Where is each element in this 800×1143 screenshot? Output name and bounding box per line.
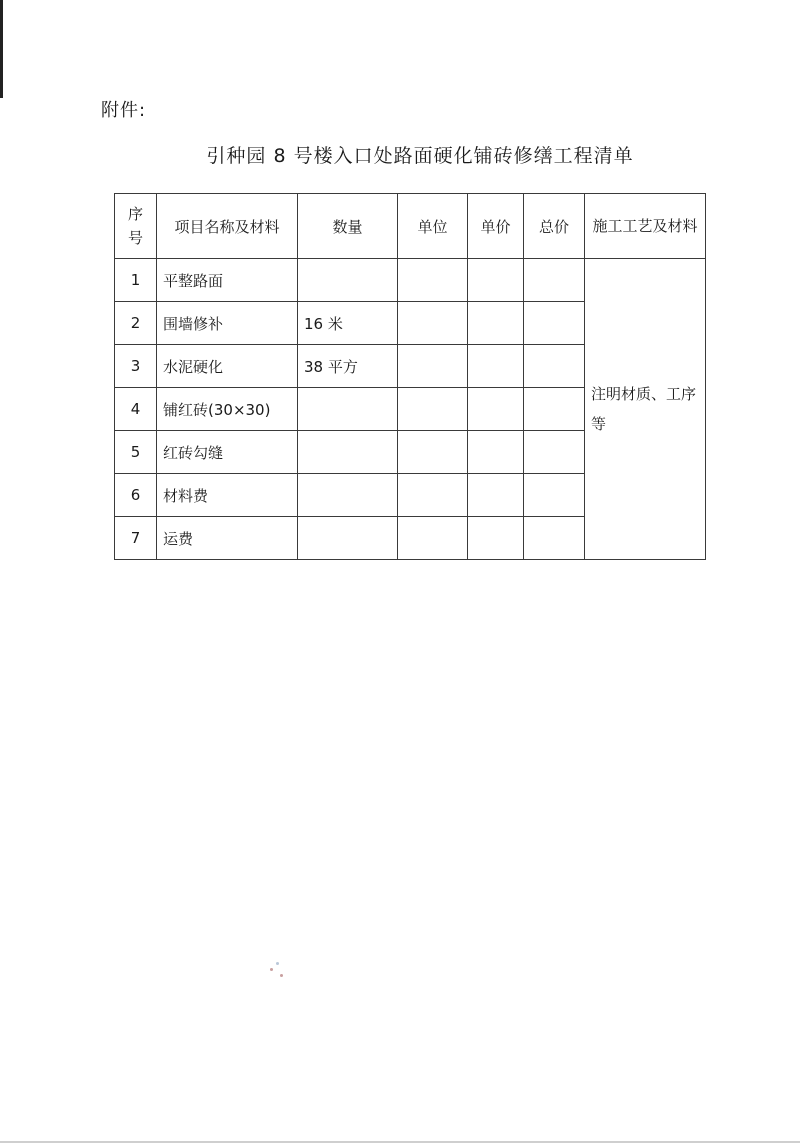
header-name: 项目名称及材料 xyxy=(157,194,298,259)
row-name: 材料费 xyxy=(157,474,298,517)
row-qty xyxy=(298,388,398,431)
row-price xyxy=(468,431,524,474)
row-price xyxy=(468,474,524,517)
row-total xyxy=(524,345,585,388)
row-no: 2 xyxy=(115,302,157,345)
row-total xyxy=(524,431,585,474)
row-name: 运费 xyxy=(157,517,298,560)
row-price xyxy=(468,302,524,345)
row-qty: 38 平方 xyxy=(298,345,398,388)
row-total xyxy=(524,388,585,431)
row-no: 3 xyxy=(115,345,157,388)
scan-speck xyxy=(280,974,283,977)
row-total xyxy=(524,302,585,345)
row-no: 5 xyxy=(115,431,157,474)
row-qty xyxy=(298,474,398,517)
row-no: 7 xyxy=(115,517,157,560)
header-unit: 单位 xyxy=(398,194,468,259)
row-no: 6 xyxy=(115,474,157,517)
row-unit xyxy=(398,388,468,431)
row-price xyxy=(468,517,524,560)
scan-speck xyxy=(270,968,273,971)
table-row xyxy=(115,259,706,302)
row-no: 1 xyxy=(115,259,157,302)
row-price xyxy=(468,259,524,302)
scan-edge xyxy=(0,0,3,98)
row-price xyxy=(468,388,524,431)
row-no: 4 xyxy=(115,388,157,431)
row-unit xyxy=(398,517,468,560)
row-qty: 16 米 xyxy=(298,302,398,345)
row-total xyxy=(524,474,585,517)
row-name: 平整路面 xyxy=(157,259,298,302)
row-total xyxy=(524,517,585,560)
row-name: 红砖勾缝 xyxy=(157,431,298,474)
header-no: 序号 xyxy=(115,194,157,259)
row-unit xyxy=(398,431,468,474)
row-qty xyxy=(298,431,398,474)
attachment-label: 附件: xyxy=(101,100,147,121)
header-qty: 数量 xyxy=(298,194,398,259)
table-header-row xyxy=(115,194,706,259)
row-name: 围墙修补 xyxy=(157,302,298,345)
header-price: 单价 xyxy=(468,194,524,259)
document-title: 引种园 8 号楼入口处路面硬化铺砖修缮工程清单 xyxy=(206,145,634,167)
row-name: 铺红砖(30×30) xyxy=(157,388,298,431)
row-qty xyxy=(298,517,398,560)
row-unit xyxy=(398,474,468,517)
row-unit xyxy=(398,259,468,302)
scan-speck xyxy=(276,962,279,965)
row-note: 注明材质、工序等 xyxy=(585,259,706,560)
row-unit xyxy=(398,345,468,388)
bill-of-quantities-table xyxy=(114,193,706,560)
row-qty xyxy=(298,259,398,302)
row-unit xyxy=(398,302,468,345)
header-note: 施工工艺及材料 xyxy=(585,194,706,259)
row-name: 水泥硬化 xyxy=(157,345,298,388)
row-total xyxy=(524,259,585,302)
header-total: 总价 xyxy=(524,194,585,259)
row-price xyxy=(468,345,524,388)
